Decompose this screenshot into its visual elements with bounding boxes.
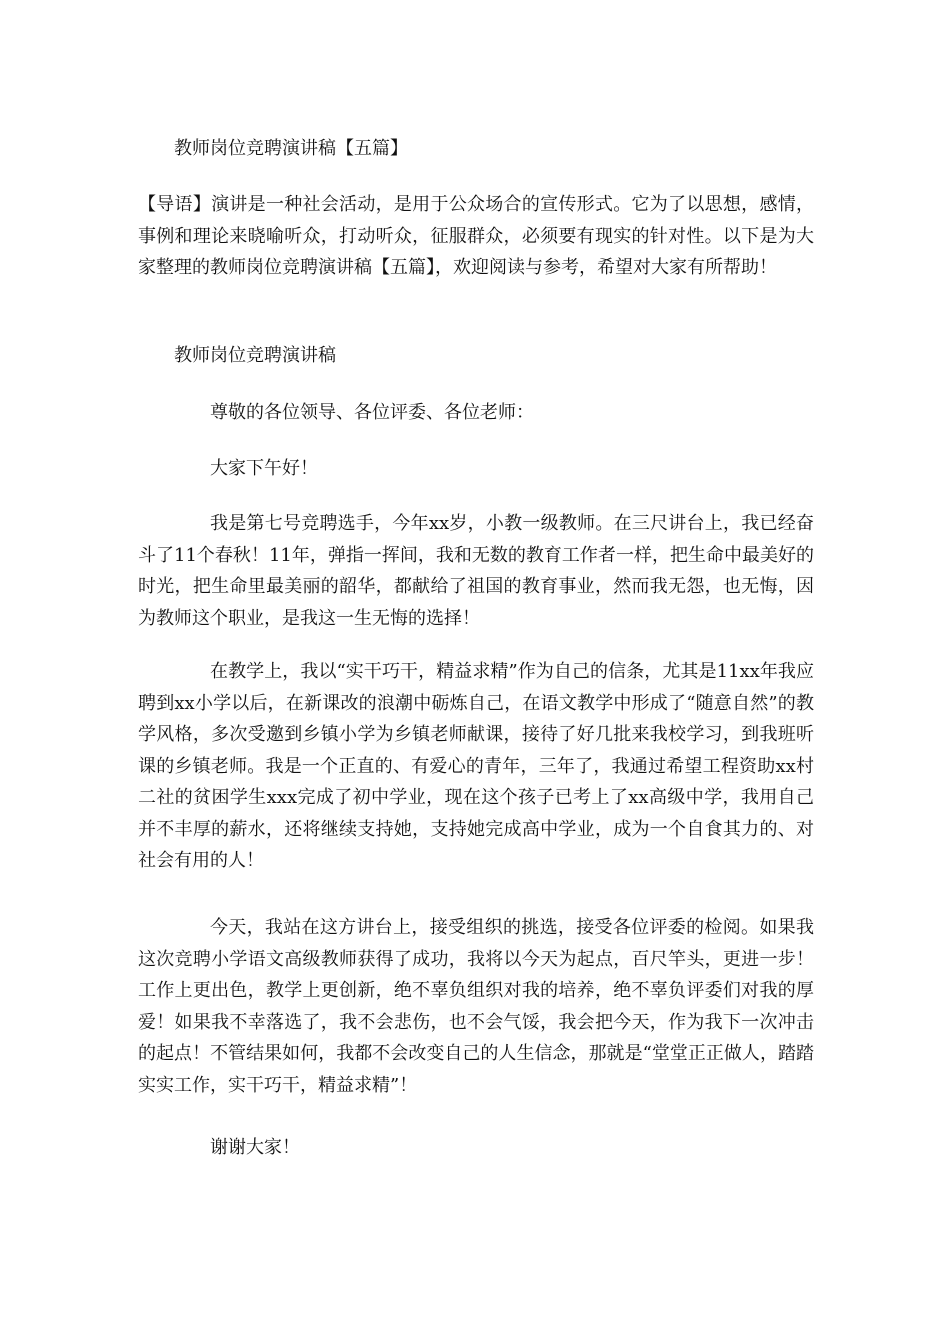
greeting: 大家下午好！ bbox=[210, 458, 318, 479]
document-title: 教师岗位竞聘演讲稿【五篇】 bbox=[174, 138, 408, 159]
body-paragraph-2: 在教学上，我以“实干巧干，精益求精”作为自己的信条，尤其是11xx年我应聘到xx小学以后，在新课改的浪潮中砺炼自己，在语文教学中形成了“随意自然”的教学风格，多次受邀到乡镇小学为乡镇老师献课，接待了好几批来我校学习，到我班听课的乡镇老师。我是一个正直的、有爱心的青年，三年了，我通过希望工程资助xx村二社的贫困学生xxx完成了初中学业，现在这个孩子已考上了xx高级中学，我用自己并不丰厚的薪水，还将继续支持她，支持她完成高中学业，成为一个自食其力的、对社会有用的人！ bbox=[138, 661, 814, 871]
closing-thanks: 谢谢大家！ bbox=[210, 1137, 300, 1158]
lead-paragraph: 【导语】演讲是一种社会活动，是用于公众场合的宣传形式。它为了以思想，感情，事例和理论来晓喻听众，打动听众，征服群众，必须要有现实的针对性。以下是为大家整理的教师岗位竞聘演讲稿【五篇】，欢迎阅读与参考，希望对大家有所帮助！ bbox=[138, 194, 814, 278]
section-title: 教师岗位竞聘演讲稿 bbox=[174, 345, 336, 366]
body-paragraph-3: 今天，我站在这方讲台上，接受组织的挑选，接受各位评委的检阅。如果我这次竞聘小学语文高级教师获得了成功，我将以今天为起点，百尺竿头，更进一步！工作上更出色，教学上更创新，绝不辜负组织对我的培养，绝不辜负评委们对我的厚爱！如果我不幸落选了，我不会悲伤，也不会气馁，我会把今天，作为我下一次冲击的起点！不管结果如何，我都不会改变自己的人生信念，那就是“堂堂正正做人，踏踏实实工作，实干巧干，精益求精”！ bbox=[138, 917, 814, 1096]
body-paragraph-1: 我是第七号竞聘选手，今年xx岁，小教一级教师。在三尺讲台上，我已经奋斗了11个春秋！11年，弹指一挥间，我和无数的教育工作者一样，把生命中最美好的时光，把生命里最美丽的韶华，都献给了祖国的教育事业，然而我无怨，也无悔，因为教师这个职业，是我这一生无悔的选择！ bbox=[138, 513, 814, 629]
salutation: 尊敬的各位领导、各位评委、各位老师： bbox=[210, 402, 534, 423]
